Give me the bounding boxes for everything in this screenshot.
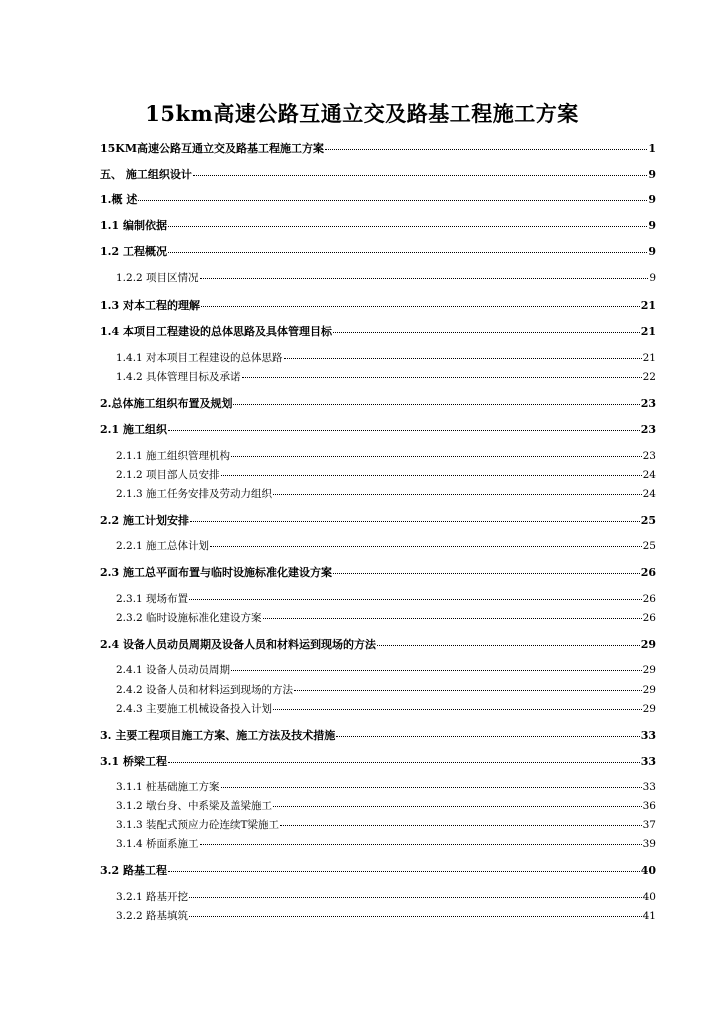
toc-entry[interactable]: [116, 448, 656, 464]
toc-entry[interactable]: [100, 421, 656, 437]
toc-leader-dots: [263, 617, 642, 619]
toc-leader-dots: [333, 331, 640, 333]
toc-entry-label: 2.4 设备人员动员周期及设备人员和材料运到现场的方法: [100, 638, 376, 651]
toc-entry-label: 2.4.3 主要施工机械设备投入计划: [116, 703, 273, 715]
toc-entry[interactable]: [116, 486, 656, 502]
toc-entry-page: 9: [648, 245, 656, 258]
toc-entry-page: 37: [642, 819, 656, 831]
toc-entry[interactable]: [116, 538, 656, 554]
toc-entry-label: 1.4 本项目工程建设的总体思路及具体管理目标: [100, 325, 332, 338]
toc-leader-dots: [138, 199, 647, 201]
toc-leader-dots: [273, 805, 642, 807]
toc-entry-label: 1.概 述: [100, 193, 138, 206]
toc-entry-label: 2.2 施工计划安排: [100, 514, 189, 527]
toc-leader-dots: [325, 148, 647, 150]
toc-leader-dots: [336, 735, 639, 737]
toc-entry[interactable]: [100, 395, 656, 411]
toc-entry-label: 2.1.1 施工组织管理机构: [116, 450, 231, 462]
toc-leader-dots: [210, 545, 642, 547]
toc-leader-dots: [201, 305, 640, 307]
toc-entry-page: 25: [642, 540, 656, 552]
toc-entry-label: 3.2.1 路基开挖: [116, 891, 189, 903]
toc-entry-label: 1.2.2 项目区情况: [116, 272, 199, 284]
toc-entry-label: 1.1 编制依据: [100, 219, 167, 232]
toc-leader-dots: [189, 896, 642, 898]
toc-leader-dots: [221, 474, 642, 476]
toc-entry-page: 24: [642, 469, 656, 481]
toc-leader-dots: [168, 251, 647, 253]
toc-entry-page: 26: [642, 593, 656, 605]
toc-entry-label: 3.1.4 桥面系施工: [116, 838, 199, 850]
toc-leader-dots: [168, 761, 640, 763]
toc-leader-dots: [231, 669, 642, 671]
toc-entry[interactable]: [100, 297, 656, 313]
toc-entry-page: 23: [640, 397, 656, 410]
toc-entry-label: 1.2 工程概况: [100, 245, 167, 258]
toc-entry-page: 26: [640, 566, 656, 579]
toc-entry-page: 23: [642, 450, 656, 462]
toc-entry-label: 3.1.1 桩基础施工方案: [116, 781, 220, 793]
toc-leader-dots: [284, 357, 642, 359]
toc-entry-label: 2.3.1 现场布置: [116, 593, 189, 605]
toc-leader-dots: [189, 915, 642, 917]
toc-entry-page: 22: [642, 371, 656, 383]
toc-entry[interactable]: [116, 701, 656, 717]
toc-entry[interactable]: [116, 369, 656, 385]
toc-entry[interactable]: [116, 350, 656, 366]
toc-leader-dots: [377, 644, 640, 646]
toc-leader-dots: [193, 174, 648, 176]
toc-entry[interactable]: [116, 270, 656, 286]
toc-entry-label: 3.1 桥梁工程: [100, 755, 167, 768]
toc-leader-dots: [189, 598, 642, 600]
toc-entry-page: 33: [640, 755, 656, 768]
toc-entry-label: 2.2.1 施工总体计划: [116, 540, 210, 552]
toc-entry-page: 40: [640, 864, 656, 877]
toc-entry[interactable]: [100, 217, 656, 233]
toc-leader-dots: [168, 225, 647, 227]
toc-entry-label: 2.总体施工组织布置及规划: [100, 397, 233, 410]
toc-entry[interactable]: [100, 323, 656, 339]
toc-entry-page: 25: [640, 514, 656, 527]
toc-entry[interactable]: [116, 467, 656, 483]
toc-entry[interactable]: [100, 166, 656, 182]
toc-entry-label: 2.4.2 设备人员和材料运到现场的方法: [116, 684, 294, 696]
toc-entry[interactable]: [116, 836, 656, 852]
toc-entry-label: 2.1.3 施工任务安排及劳动力组织: [116, 488, 273, 500]
toc-leader-dots: [333, 572, 640, 574]
toc-entry[interactable]: [116, 682, 656, 698]
toc-entry-label: 2.4.1 设备人员动员周期: [116, 664, 231, 676]
toc-entry-page: 9: [649, 272, 656, 284]
toc-entry-label: 2.1.2 项目部人员安排: [116, 469, 220, 481]
toc-entry-page: 29: [642, 664, 656, 676]
toc-leader-dots: [200, 277, 649, 279]
toc-entry-page: 24: [642, 488, 656, 500]
toc-entry-page: 41: [642, 910, 656, 922]
toc-entry-page: 21: [640, 299, 656, 312]
toc-leader-dots: [190, 520, 640, 522]
toc-entry-label: 1.3 对本工程的理解: [100, 299, 200, 312]
toc-leader-dots: [273, 708, 642, 710]
toc-entry-page: 29: [642, 684, 656, 696]
toc-entry[interactable]: [116, 779, 656, 795]
toc-entry-page: 26: [642, 612, 656, 624]
toc-entry-label: 3.2.2 路基填筑: [116, 910, 189, 922]
toc-entry[interactable]: [100, 636, 656, 652]
toc-entry-page: 40: [642, 891, 656, 903]
toc-entry-label: 2.3 施工总平面布置与临时设施标准化建设方案: [100, 566, 332, 579]
toc-entry[interactable]: [116, 610, 656, 626]
toc-entry-label: 3. 主要工程项目施工方案、施工方法及技术措施: [100, 729, 336, 742]
toc-entry[interactable]: [116, 798, 656, 814]
toc-entry-label: 3.1.2 墩台身、中系梁及盖梁施工: [116, 800, 273, 812]
toc-leader-dots: [273, 493, 642, 495]
toc-entry-label: 1.4.2 具体管理目标及承诺: [116, 371, 241, 383]
toc-entry[interactable]: [100, 512, 656, 528]
toc-entry[interactable]: [116, 889, 656, 905]
toc-entry-label: 2.1 施工组织: [100, 423, 167, 436]
toc-entry[interactable]: [100, 862, 656, 878]
toc-entry[interactable]: [100, 727, 656, 743]
toc-entry-page: 21: [640, 325, 656, 338]
document-title: 15km高速公路互通立交及路基工程施工方案: [145, 101, 579, 126]
toc-leader-dots: [294, 689, 642, 691]
toc-entry-label: 五、 施工组织设计: [100, 168, 192, 181]
toc-entry[interactable]: [100, 243, 656, 259]
toc-entry-label: 2.3.2 临时设施标准化建设方案: [116, 612, 262, 624]
toc-leader-dots: [168, 429, 640, 431]
toc-entry-label: 1.4.1 对本项目工程建设的总体思路: [116, 352, 283, 364]
toc-entry[interactable]: [100, 191, 656, 207]
toc-entry-page: 33: [642, 781, 656, 793]
toc-entry-page: 9: [648, 193, 656, 206]
toc-entry[interactable]: [116, 591, 656, 607]
toc-entry[interactable]: [116, 817, 656, 833]
toc-entry-page: 9: [648, 219, 656, 232]
toc-entry[interactable]: [100, 564, 656, 580]
toc-leader-dots: [168, 870, 640, 872]
toc-entry[interactable]: [116, 662, 656, 678]
toc-entry-page: 9: [648, 168, 656, 181]
toc-leader-dots: [200, 843, 642, 845]
toc-entry-label: 15KM高速公路互通立交及路基工程施工方案: [100, 142, 325, 155]
toc-entry-page: 29: [640, 638, 656, 651]
toc-entry-page: 33: [640, 729, 656, 742]
toc-leader-dots: [280, 824, 642, 826]
toc-entry-page: 23: [640, 423, 656, 436]
toc-entry-label: 3.1.3 装配式预应力砼连续T梁施工: [116, 819, 280, 831]
toc-entry-page: 21: [642, 352, 656, 364]
toc-entry[interactable]: [116, 908, 656, 924]
toc-entry-page: 36: [642, 800, 656, 812]
toc-entry-page: 29: [642, 703, 656, 715]
toc-entry[interactable]: [100, 753, 656, 769]
toc-entry-page: 39: [642, 838, 656, 850]
toc-leader-dots: [242, 376, 642, 378]
toc-entry-page: 1: [648, 142, 656, 155]
toc-entry-label: 3.2 路基工程: [100, 864, 167, 877]
toc-leader-dots: [231, 455, 642, 457]
toc-leader-dots: [233, 403, 639, 405]
toc-entry[interactable]: [100, 140, 656, 156]
toc-leader-dots: [221, 786, 642, 788]
